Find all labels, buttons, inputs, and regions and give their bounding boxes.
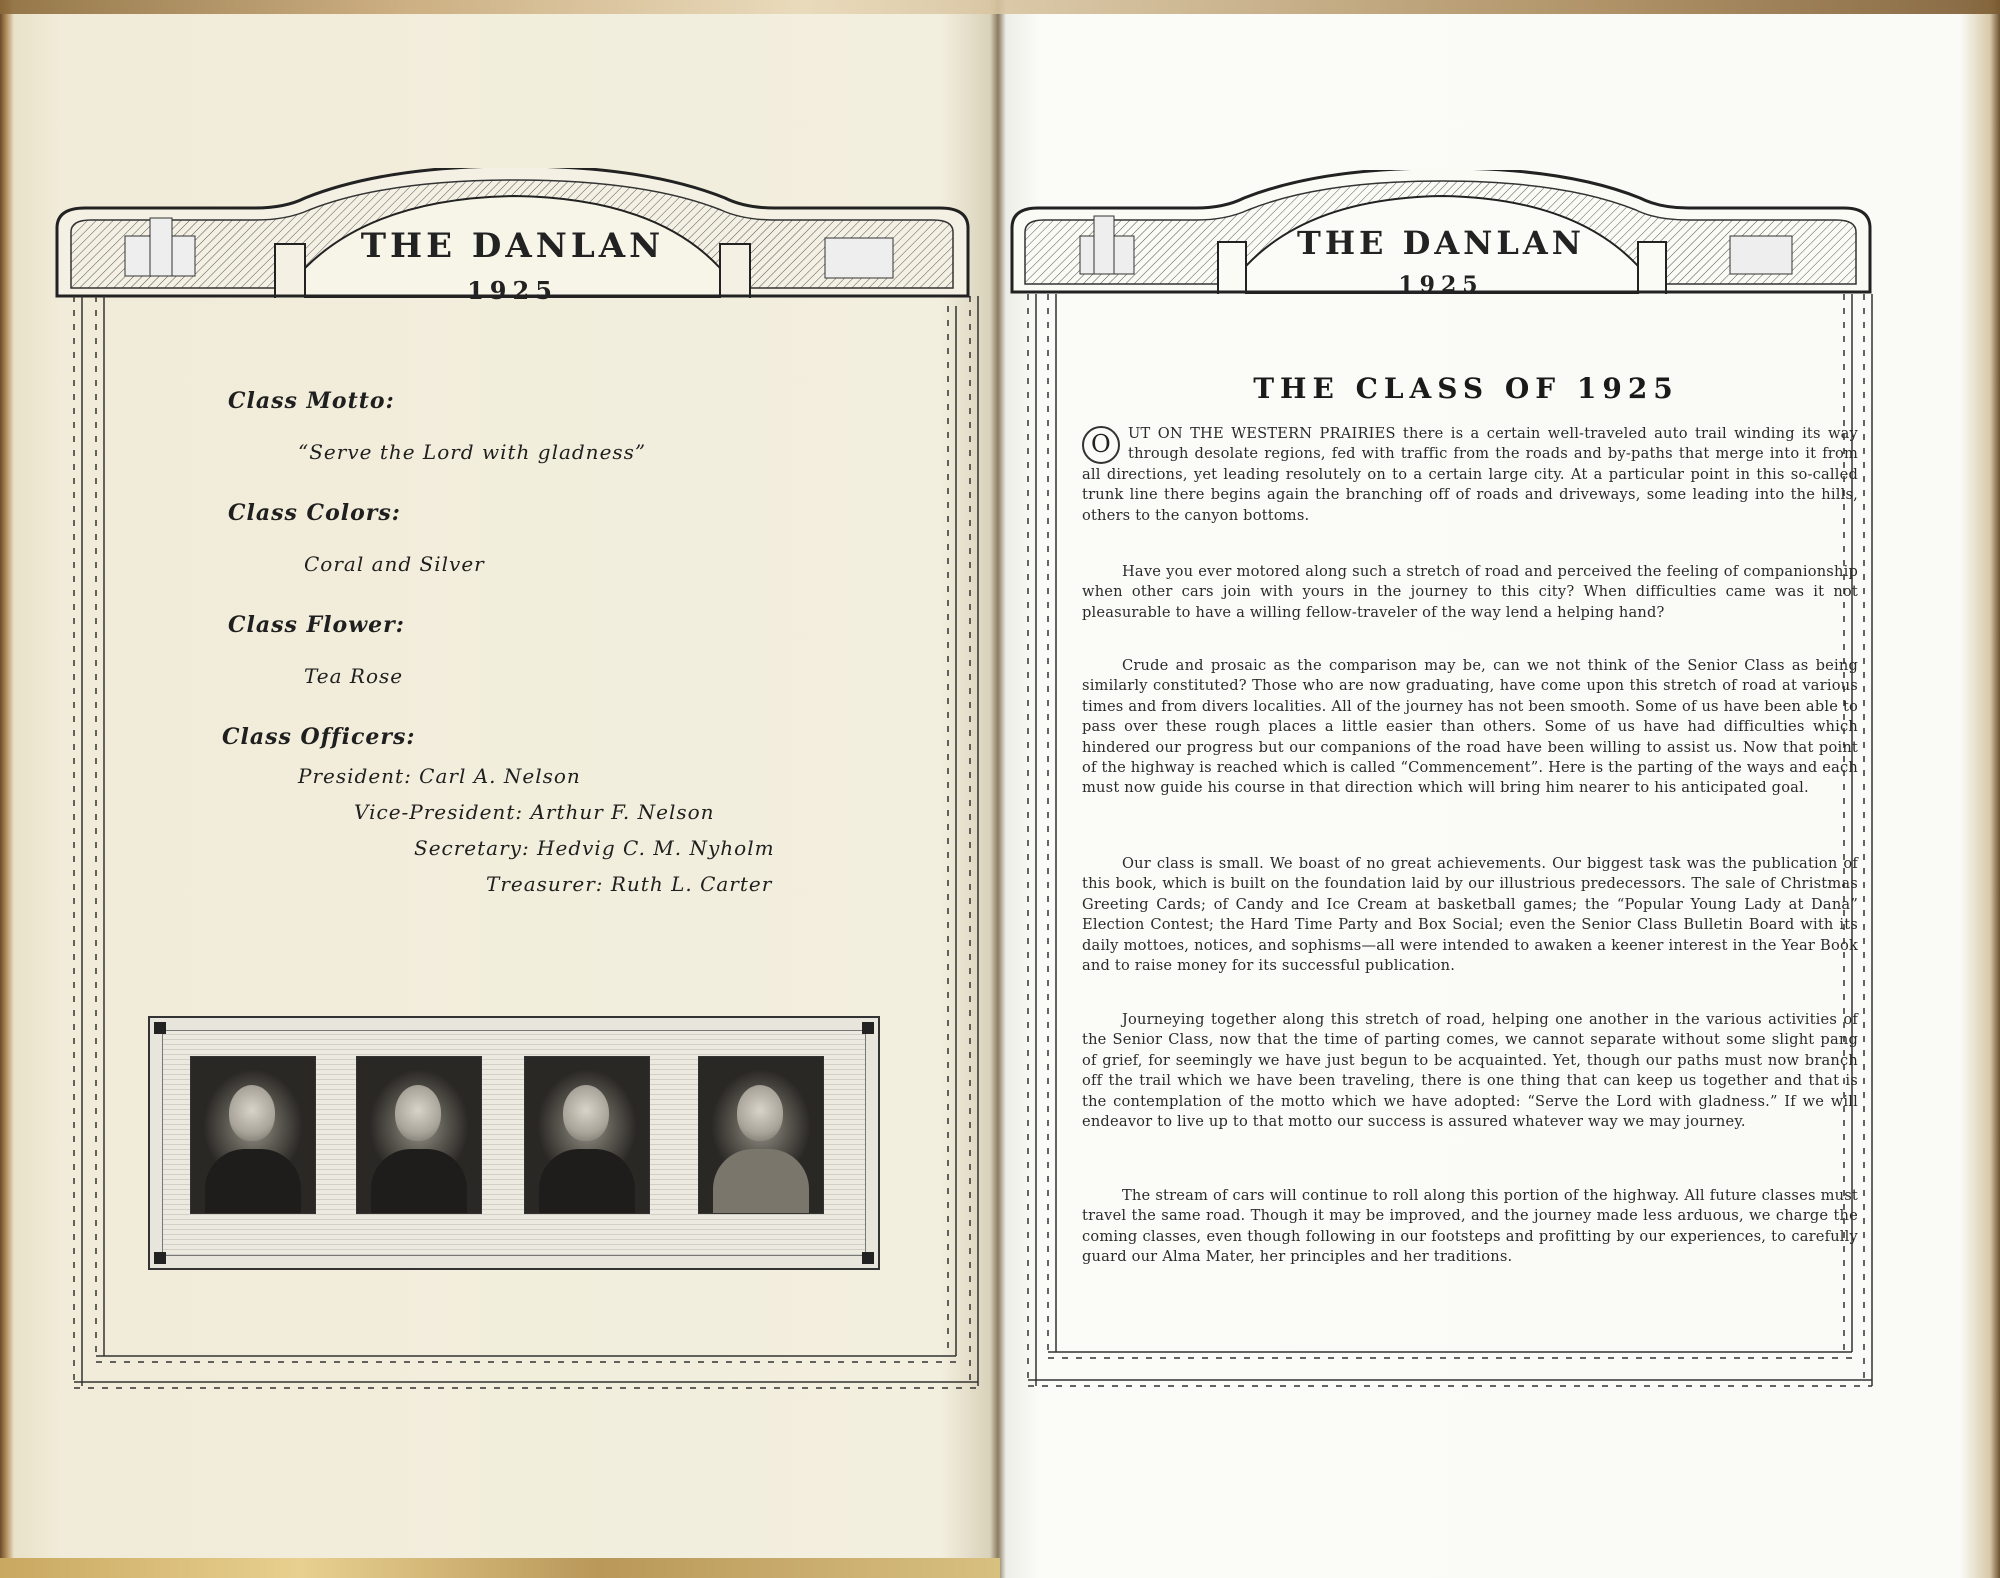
portrait-body	[205, 1149, 301, 1213]
banner-year: 1925	[467, 276, 558, 305]
class-flower-block	[228, 612, 788, 688]
paragraph-1	[1082, 424, 1858, 526]
class-motto-value: “Serve the Lord with gladness”	[298, 440, 647, 464]
class-colors-block	[228, 500, 788, 576]
class-flower-value: Tea Rose	[304, 664, 404, 688]
paragraph-text: UT ON THE WESTERN PRAIRIES there is a certain well-traveled auto trail winding its way through desolate regions, fed with traffic from the roads and by-paths that merge into it from all directions, yet leading resolutely on to a certain large city. At a particular point in this so-called trunk line there begins again the branching off of roads and driveways, some leading into the hills, others to the canyon bottoms.	[1082, 425, 1858, 524]
portrait-head	[229, 1085, 275, 1141]
class-officers-block	[222, 724, 782, 750]
officer-treasurer: Treasurer: Ruth L. Carter	[486, 872, 773, 896]
portrait-body	[371, 1149, 467, 1213]
officer-vice-president: Vice-President: Arthur F. Nelson	[354, 800, 715, 824]
portrait-photo	[190, 1056, 316, 1214]
portrait-body	[539, 1149, 635, 1213]
banner-title: THE DANLAN	[1297, 224, 1585, 262]
portrait-photo	[698, 1056, 824, 1214]
officer-president: President: Carl A. Nelson	[298, 764, 581, 788]
paragraph-2: Have you ever motored along such a stretch of road and perceived the feeling of companionship when other cars join with yours in the journey to this city? When difficulties came was it not pleasurable to have a willing fellow-traveler of the way lend a helping hand?	[1082, 563, 1858, 621]
corner-ornament	[154, 1252, 166, 1264]
officer-photos-panel	[148, 1016, 880, 1270]
page-title: THE CLASS OF 1925	[1253, 372, 1679, 405]
banner-title: THE DANLAN	[360, 226, 665, 266]
paragraph-3: Crude and prosaic as the comparison may be, can we not think of the Senior Class as being similarly constituted? Those who are now graduating, have come upon this stretch of road at various times and from divers localities. All of the journey has not been smooth. Some of us have been able to pass over these rough places a little easier than others. Some of us have had difficulties which hindered our progress but our companions of the road have been willing to assist us. Now that point of the highway is reached which is called “Commencement”. Here is the parting of the ways and each must now guide his course in that direction which will bring him nearer to his anticipated goal.	[1082, 657, 1858, 797]
corner-ornament	[862, 1022, 874, 1034]
class-colors-heading: Class Colors:	[228, 500, 401, 526]
portrait-head	[563, 1085, 609, 1141]
paragraph-6: The stream of cars will continue to roll along this portion of the highway. All future classes must travel the same road. Though it may be improved, and the journey made less arduous, we charge the coming classes, even though following in our footsteps and profitting by our experiences, to carefully guard our Alma Mater, her principles and her traditions.	[1082, 1187, 1858, 1266]
class-flower-heading: Class Flower:	[228, 612, 405, 638]
right-banner	[1010, 170, 1872, 298]
banner-year: 1925	[1398, 272, 1484, 298]
portrait-head	[737, 1085, 783, 1141]
portrait-photo	[524, 1056, 650, 1214]
paragraph-4: Our class is small. We boast of no great achievements. Our biggest task was the publication of this book, which is built on the foundation laid by our illustrious predecessors. The sale of Christmas Greeting Cards; of Candy and Ice Cream at basketball games; the “Popular Young Lady at Dana” Election Contest; the Hard Time Party and Box Social; even the Senior Class Bulletin Board with its daily mottoes, notices, and sophisms—all were intended to awaken a keener interest in the Year Book and to raise money for its successful publication.	[1082, 855, 1858, 975]
class-motto-heading: Class Motto:	[228, 388, 395, 414]
page-top-edge	[0, 0, 2000, 14]
corner-ornament	[862, 1252, 874, 1264]
corner-ornament	[154, 1022, 166, 1034]
class-officers-heading: Class Officers:	[222, 724, 416, 750]
page-bottom-edge	[0, 1558, 1000, 1578]
class-colors-value: Coral and Silver	[304, 552, 485, 576]
officer-secretary: Secretary: Hedvig C. M. Nyholm	[414, 836, 775, 860]
paragraph-5: Journeying together along this stretch of road, helping one another in the various activities of the Senior Class, now that the time of parting comes, we cannot separate without some slight pang of grief, for seemingly we have just begun to be acquainted. Yet, though our paths must now branch off the trail which we have been traveling, there is one thing that can keep us together and that is the contemplation of the motto which we have adopted: “Serve the Lord with gladness.” If we will endeavor to live up to that motto our success is assured whatever way we may journey.	[1082, 1011, 1858, 1131]
class-motto-block	[228, 388, 788, 464]
drop-cap: O	[1082, 426, 1120, 464]
portrait-photo	[356, 1056, 482, 1214]
portrait-head	[395, 1085, 441, 1141]
portrait-body	[713, 1149, 809, 1213]
left-banner	[55, 168, 970, 305]
